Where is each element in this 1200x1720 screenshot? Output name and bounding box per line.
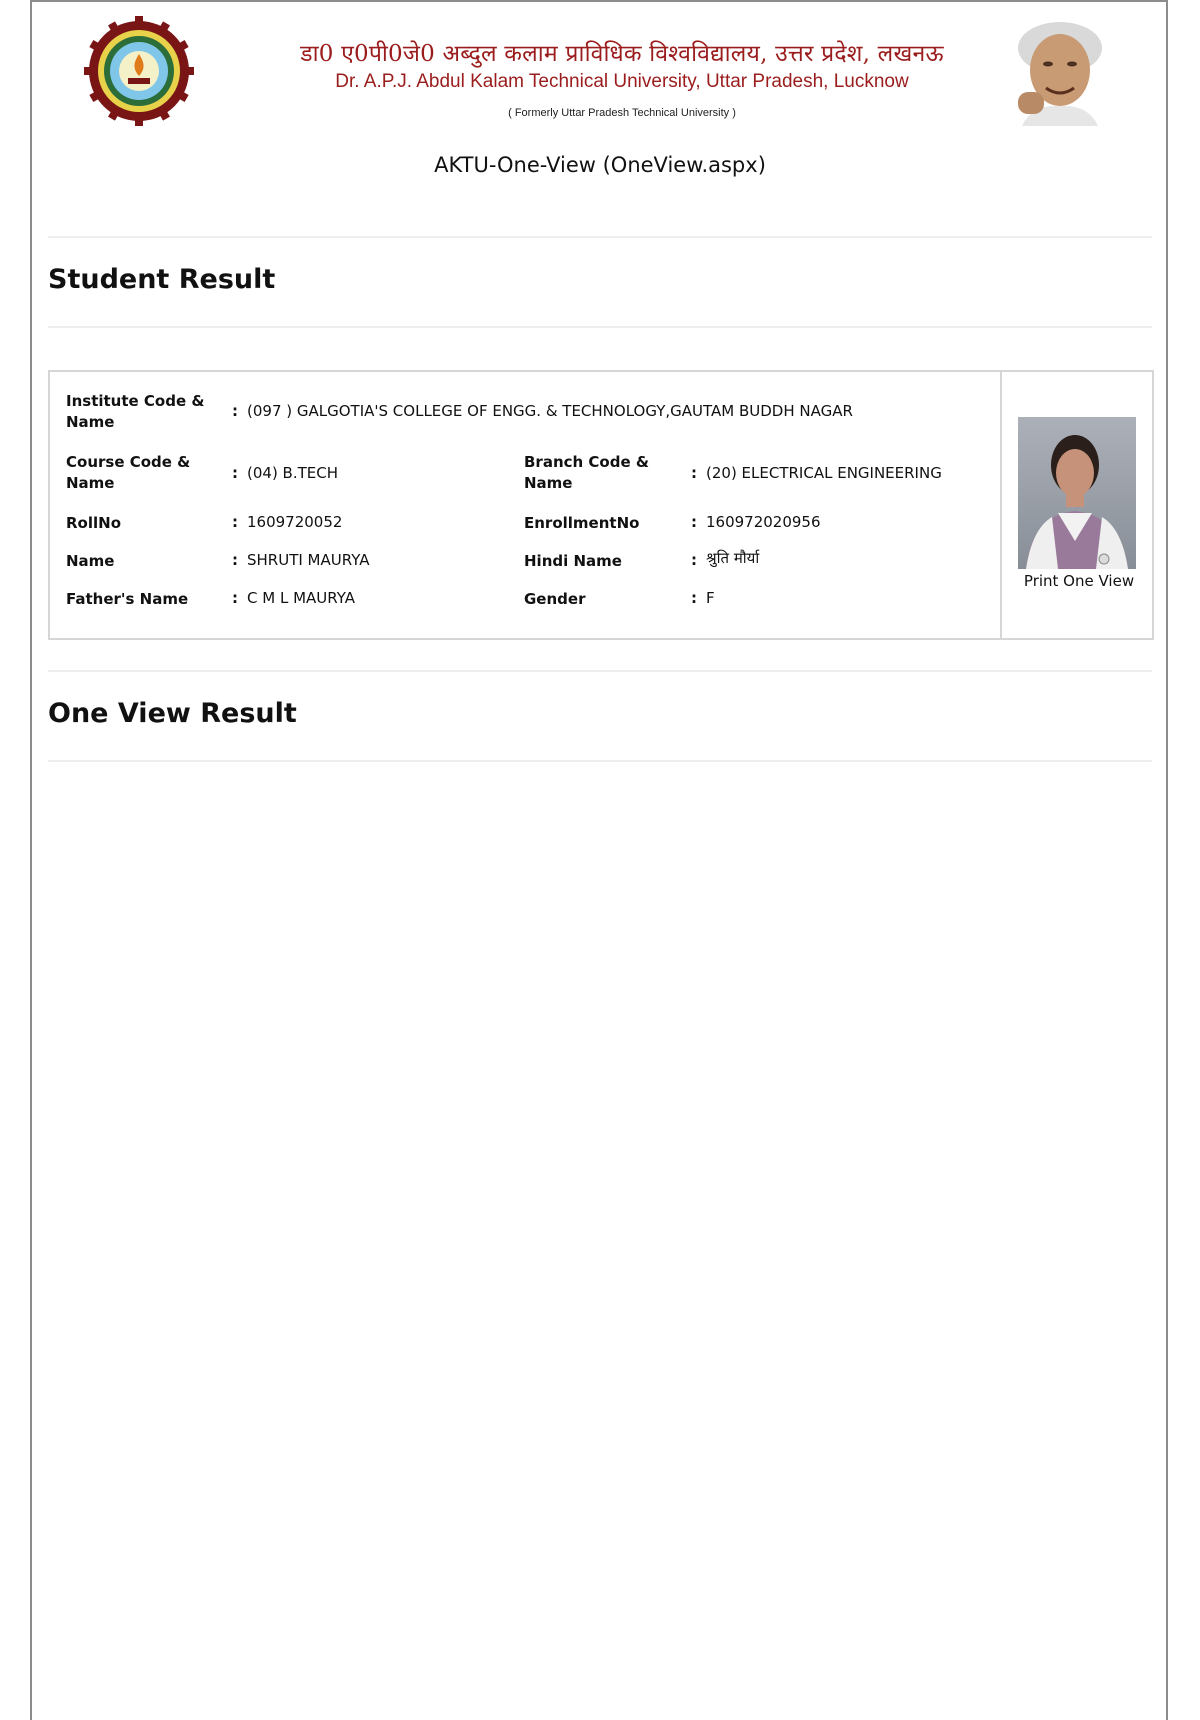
student-info-panel: [48, 370, 1154, 640]
university-name-hindi: डा0 ए0पी0जे0 अब्दुल कलाम प्राविधिक विश्वविद्यालय, उत्तर प्रदेश, लखनऊ: [300, 41, 944, 67]
colon-separator: :: [691, 551, 697, 569]
course-label: Course Code & Name: [66, 453, 191, 492]
divider: [48, 236, 1152, 238]
father-name-label: Father's Name: [66, 590, 189, 608]
divider: [48, 760, 1152, 762]
hindi-name-label: Hindi Name: [524, 552, 622, 570]
gender-value: F: [706, 589, 715, 607]
enrollment-label: EnrollmentNo: [524, 514, 640, 532]
institute-value: (097 ) GALGOTIA'S COLLEGE OF ENGG. & TECHNOLOGY,GAUTAM BUDDH NAGAR: [247, 402, 853, 420]
colon-separator: :: [232, 464, 238, 482]
enrollment-value: 160972020956: [706, 513, 821, 531]
one-view-result-heading: One View Result: [48, 698, 297, 729]
colon-separator: :: [232, 589, 238, 607]
student-result-heading: Student Result: [48, 264, 276, 295]
university-name-english: Dr. A.P.J. Abdul Kalam Technical University, Uttar Pradesh, Lucknow: [335, 71, 909, 92]
rollno-label: RollNo: [66, 514, 121, 532]
colon-separator: :: [232, 513, 238, 531]
page-frame: [30, 0, 1168, 1720]
aktu-seal-icon: [84, 16, 194, 126]
panel-divider: [1000, 372, 1002, 638]
hindi-name-value: श्रुति मौर्या: [706, 549, 760, 567]
student-photo: [1018, 417, 1136, 569]
course-value: (04) B.TECH: [247, 464, 339, 482]
colon-separator: :: [691, 513, 697, 531]
colon-separator: :: [691, 464, 697, 482]
institute-label: Institute Code & Name: [66, 392, 205, 431]
page-title: AKTU-One-View (OneView.aspx): [434, 153, 766, 177]
colon-separator: :: [691, 589, 697, 607]
branch-value: (20) ELECTRICAL ENGINEERING: [706, 464, 942, 482]
name-value: SHRUTI MAURYA: [247, 551, 370, 569]
divider: [48, 326, 1152, 328]
print-one-view-link[interactable]: Print One View: [1023, 572, 1135, 590]
branch-label: Branch Code & Name: [524, 453, 649, 492]
gender-label: Gender: [524, 590, 586, 608]
father-name-value: C M L MAURYA: [247, 589, 355, 607]
divider: [48, 670, 1152, 672]
page-header: [32, 2, 1166, 202]
university-former-name: ( Formerly Uttar Pradesh Technical University ): [508, 107, 736, 119]
name-label: Name: [66, 552, 115, 570]
apj-abdul-kalam-portrait: [1002, 14, 1120, 126]
rollno-value: 1609720052: [247, 513, 343, 531]
colon-separator: :: [232, 402, 238, 420]
colon-separator: :: [232, 551, 238, 569]
